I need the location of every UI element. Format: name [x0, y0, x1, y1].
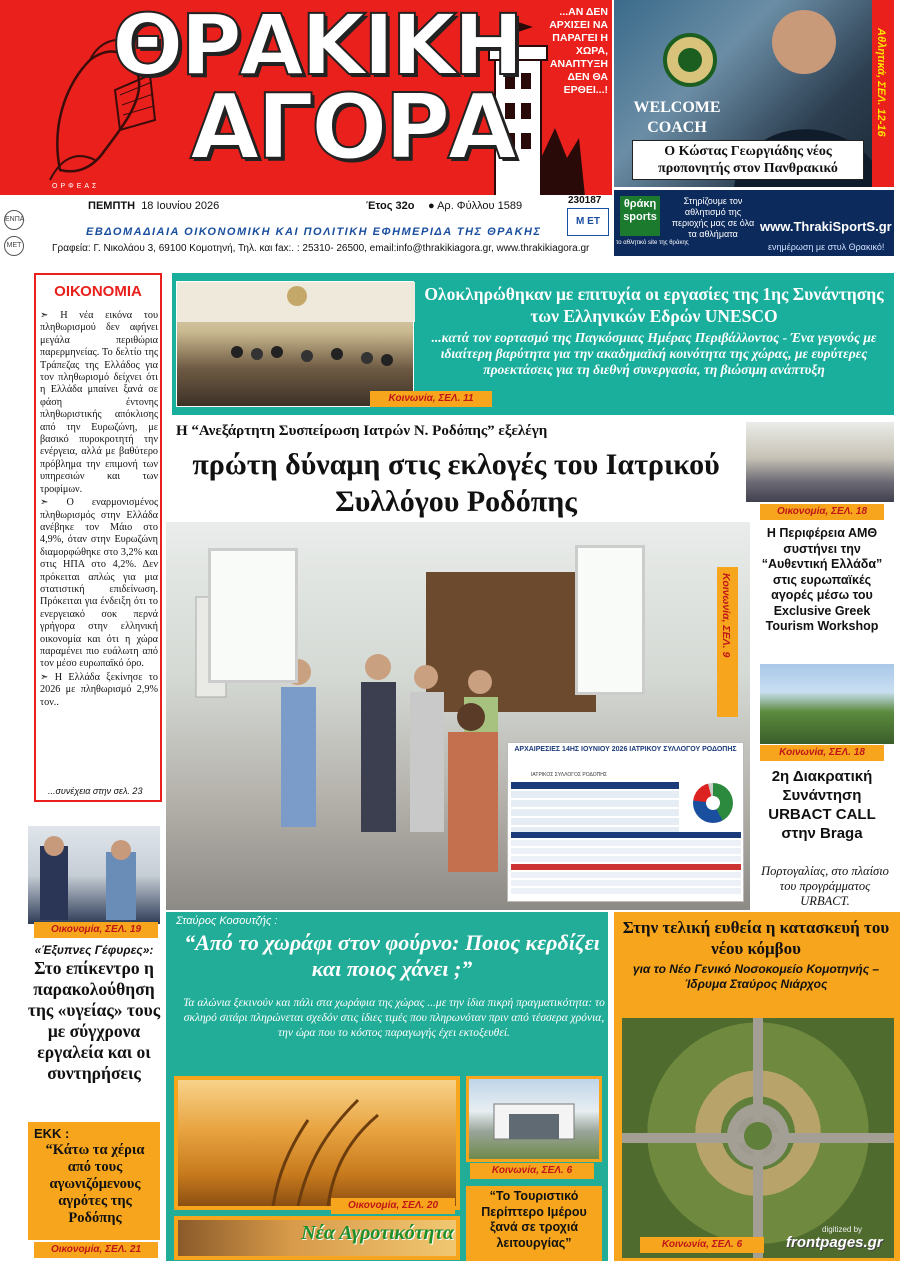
- sports-ad-text: Στηρίζουμε τον αθλητισμό της περιοχής μας σε όλα τα αθλήματα: [671, 196, 755, 239]
- urbact-photo[interactable]: [760, 664, 894, 744]
- urbact-caption[interactable]: Κοινωνία, ΣΕΛ. 18: [760, 745, 884, 761]
- wheat-caption[interactable]: Οικονομία, ΣΕΛ. 20: [331, 1198, 455, 1214]
- ekk-heading: ΕΚΚ :: [34, 1126, 70, 1141]
- side-icons: [4, 210, 28, 262]
- unesco-caption[interactable]: Κοινωνία, ΣΕΛ. 11: [370, 391, 492, 407]
- sports-ad-tag: το αθλητικό site της θράκης: [616, 240, 689, 246]
- watermark-digitized: digitized by: [822, 1225, 863, 1234]
- election-results-table: [511, 782, 679, 836]
- masthead-slogan: ...ΑΝ ΔΕΝ ΑΡΧΙΣΕΙ ΝΑ ΠΑΡΑΓΕΙ Η ΧΩΡΑ, ΑΝΑΠΤΥΞΗ ΔΕΝ ΘΑ ΕΡΘΕΙ...!: [549, 6, 608, 96]
- election-results-donut-hole: [706, 796, 720, 810]
- welcome-coach-text: WELCOME COACH: [633, 99, 721, 136]
- coach-side-label: [872, 0, 894, 187]
- thraki-sports-logo: θράκη sports: [620, 196, 660, 236]
- urbact-text: Πορτογαλίας, στο πλαίσιο του προγράμματος URBACT.: [761, 864, 889, 908]
- hospital-subtitle: για το Νέο Γενικό Νοσοκομείο Κομοτηνής – Ίδρυμα Σταύρος Νιάρχος: [632, 962, 880, 991]
- doctors-caption-text: Κοινωνία, ΣΕΛ. 9: [720, 573, 732, 658]
- bridges-photo[interactable]: [28, 826, 160, 924]
- wheat-headline[interactable]: “Από το χωράφι στον φούρνο: Ποιος κερδίζει και ποιος χάνει ;”: [184, 930, 600, 981]
- met-icon: ΜΕΤ: [4, 236, 24, 256]
- economy-paragraph-1: ➣ Η νέα εικόνα του πληθωρισμού δεν αφήνει μεγάλα περιθώρια παρερμηνείας. Το δελτίο της Τράπεζας της Ελλάδος για τον πληθωρισμό δείχνει ότι η Ελλάδα μπαίνει ξανά σε φάση έντονης πληθωριστικής απόκλισης από την Ευρωζώνη, με βασικό πυροκροτητή την ενέργεια, αλλά με βαθύτερο πρόβλημα την επιμονή των υπηρεσιών και των τροφίμων.: [40, 310, 158, 495]
- election-results-title: ΑΡΧΑΙΡΕΣΙΕΣ 14ΗΣ ΙΟΥΝΙΟΥ 2026 ΙΑΤΡΙΚΟΥ ΣΥΛΛΟΓΟΥ ΡΟΔΟΠΗΣ: [514, 746, 737, 753]
- issue-number-text: Αρ. Φύλλου 1589: [437, 200, 523, 212]
- election-results-org: ΙΑΤΡΙΚΟΣ ΣΥΛΛΟΓΟΣ ΡΟΔΟΠΗΣ: [531, 772, 607, 778]
- unesco-subtitle: ...κατά τον εορτασμό της Παγκόσμιας Ημέρας Περιβάλλοντος - Ένα γεγονός με ιδιαίτερη βαρύτητα για την ακαδημαϊκή κοινότητα της χώρας, με ευρύτερες προεκτάσεις για τη διεθνή συνεργασία, τη βιώσιμη ανάπτυξη: [431, 330, 877, 377]
- bridges-photo-figures: [28, 826, 160, 924]
- tourism-headline[interactable]: “Το Τουριστικό Περίπτερο Ιμέρου ξανά σε τροχιά λειτουργίας”: [466, 1186, 602, 1261]
- tourism-caption[interactable]: Κοινωνία, ΣΕΛ. 6: [470, 1163, 594, 1179]
- issn-number: 230187: [568, 195, 602, 206]
- unesco-photo[interactable]: [176, 281, 414, 407]
- wheat-photo-stalks: [178, 1080, 456, 1206]
- bridges-caption[interactable]: Οικονομία, ΣΕΛ. 19: [34, 922, 158, 938]
- wheat-photo[interactable]: [174, 1076, 460, 1210]
- sports-ad-url[interactable]: www.ThrakiSportS.gr: [760, 219, 892, 234]
- hospital-headline[interactable]: Στην τελική ευθεία η κατασκευή του νέου κόμβου: [622, 918, 890, 958]
- doctors-headline[interactable]: πρώτη δύναμη στις εκλογές του Ιατρικού Συλλόγου Ροδόπης: [192, 448, 720, 518]
- economy-continued-link[interactable]: ...συνέχεια στην σελ. 23: [48, 786, 143, 796]
- doctors-photo-window-left: [208, 548, 298, 683]
- urbact-headline[interactable]: 2η Διακρατική Συνάντηση URBACT CALL στην Braga: [768, 768, 876, 842]
- issue-day: ΠΕΜΠΤΗ: [88, 200, 136, 212]
- unesco-photo-audience: [177, 282, 415, 408]
- roundabout-roads: [622, 1018, 894, 1258]
- issue-date-text: 18 Ιουνίου 2026: [141, 200, 220, 212]
- region-workshop-photo[interactable]: [746, 422, 894, 502]
- frontpages-watermark: frontpages.gr: [786, 1234, 883, 1251]
- doctors-photo-window-right: [575, 545, 645, 695]
- issue-date: [88, 200, 219, 212]
- election-results-council: [511, 832, 741, 898]
- economy-paragraph-2: ➣ Ο εναρμονισμένος πληθωρισμός στην Ελλάδα ανέβηκε τον Μάιο στο 4,9%, όταν στην Ευρωζώνη διαμορφώθηκε στο 3,2% και στις ΗΠΑ στο 4,2%. Δεν πρόκειται απλώς για μια στατιστική επιδείνωση. Πρόκειται για ένδειξη ότι το ενεργειακό σοκ περνά γρήγορα στην ελληνική οικονομία και ότι η χώρα παραμένει πιο ευάλωτη από τον μέσο ευρωπαϊκό όρο.: [40, 497, 158, 670]
- coach-caption: Ο Κώστας Γεωργιάδης νέος προπονητής στον Πανθρακικό: [632, 140, 864, 180]
- doctors-caption[interactable]: [717, 567, 738, 717]
- newspaper-title-line1: ΘΡΑΚΙΚΗ: [112, 0, 521, 94]
- wheat-lead: Τα αλώνια ξεκινούν και πάλι στα χωράφια της χώρας ...με την ίδια πικρή πραγματικότητα: το σκληρό σιτάρι πληρώνεται σχεδόν στις ίδιες τιμές που πληρωνόταν πριν από τέσσερα χρόνια, την ώρα που το κόστος παραγωγής έχει εκτοξευθεί.: [183, 997, 605, 1039]
- ekk-caption[interactable]: Οικονομία, ΣΕΛ. 21: [34, 1242, 158, 1258]
- bridges-headline[interactable]: Στο επίκεντρο η παρακολούθηση της «υγείας» τους με σύγχρονα εργαλεία και οι συντηρήσεις: [27, 958, 161, 1083]
- orfeas-label: ΟΡΦΕΑΣ: [52, 183, 100, 190]
- coach-side-label-text: Αθλητικά, ΣΕΛ. 12-16: [875, 28, 887, 137]
- hospital-caption[interactable]: Κοινωνία, ΣΕΛ. 6: [640, 1237, 764, 1253]
- bridges-kicker: «Έξυπνες Γέφυρες»:: [34, 943, 154, 957]
- sports-ad-subtext: ενημέρωση με στυλ Θρακικό!: [768, 242, 885, 252]
- economy-article: [40, 310, 158, 710]
- tourism-kiosk-building: [469, 1079, 599, 1159]
- ekk-headline[interactable]: “Κάτω τα χέρια από τους αγωνιζόμενους αγρότες της Ροδόπης: [45, 1142, 145, 1226]
- wheat-author: Σταύρος Κοσουτζής :: [176, 915, 278, 927]
- doctors-kicker: Η “Ανεξάρτητη Συσπείρωση Ιατρών Ν. Ροδόπης” εξελέγη: [176, 423, 548, 439]
- newspaper-tagline: ΕΒΔΟΜΑΔΙΑΙΑ ΟΙΚΟΝΟΜΙΚΗ ΚΑΙ ΠΟΛΙΤΙΚΗ ΕΦΗΜΕΡΙΔΑ ΤΗΣ ΘΡΑΚΗΣ: [86, 226, 542, 238]
- issue-year: Έτος 32ο: [366, 200, 415, 212]
- region-caption[interactable]: Οικονομία, ΣΕΛ. 18: [760, 504, 884, 520]
- met-logo: Μ ΕΤ: [567, 208, 609, 236]
- tourism-kiosk-photo[interactable]: [466, 1076, 602, 1162]
- economy-heading: ΟΙΚΟΝΟΜΙΑ: [54, 283, 142, 300]
- issue-number: ● Αρ. Φύλλου 1589: [428, 200, 523, 212]
- newspaper-title-line2: ΑΓΟΡΑ: [190, 75, 515, 180]
- office-address: Γραφεία: Γ. Νικολάου 3, 69100 Κομοτηνή, Τηλ. και fax:. : 25310- 26500, email:info@thrakikiagora.gr, www.thrakikiagora.gr: [52, 243, 590, 254]
- agro-section-title[interactable]: Νέα Αγροτικότητα: [301, 1222, 454, 1244]
- region-headline[interactable]: Η Περιφέρεια ΑΜΘ συστήνει την “Αυθεντική Ελλάδα” στις ευρωπαϊκές αγορές μέσω του Exclusive Greek Tourism Workshop: [761, 526, 883, 633]
- unesco-headline[interactable]: Ολοκληρώθηκαν με επιτυχία οι εργασίες της 1ης Συνάντησης των Ελληνικών Εδρών UNESCO: [424, 284, 884, 326]
- economy-paragraph-3: ➣ Η Ελλάδα ξεκίνησε το 2026 με πληθωρισμό 2,9% τον..: [40, 671, 158, 708]
- roundabout-aerial-photo[interactable]: [622, 1018, 894, 1258]
- enpa-icon: ΕΝΠΑ: [4, 210, 24, 230]
